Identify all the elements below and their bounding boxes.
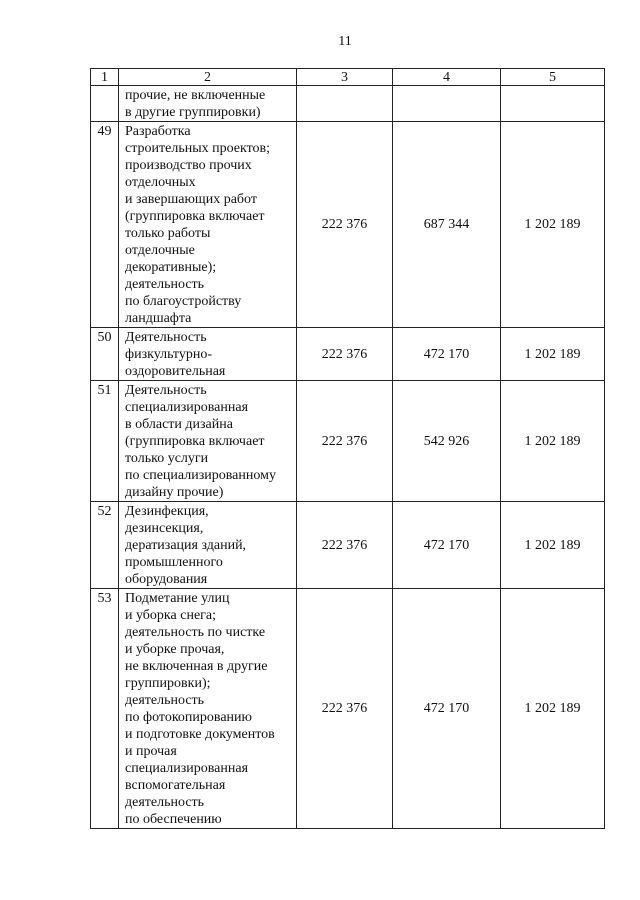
activity-name: Деятельность физкультурно- оздоровительная [119,328,297,381]
value-col3: 222 376 [297,122,393,328]
data-table [90,68,605,829]
value-col5: 1 202 189 [501,122,605,328]
value-col5: 1 202 189 [501,589,605,829]
column-header: 5 [501,69,605,86]
value-col4 [393,86,501,122]
table-row [91,502,605,589]
row-number: 51 [91,381,119,502]
value-col5: 1 202 189 [501,502,605,589]
value-col4: 472 170 [393,502,501,589]
row-number: 52 [91,502,119,589]
column-header: 4 [393,69,501,86]
activity-name: Деятельность специализированная в области дизайна (группировка включает только услуги по специализированному дизайну прочие) [119,381,297,502]
column-header: 1 [91,69,119,86]
value-col4: 542 926 [393,381,501,502]
value-col3: 222 376 [297,589,393,829]
row-number: 53 [91,589,119,829]
activity-name: Подметание улиц и уборка снега; деятельность по чистке и уборке прочая, не включенная в другие группировки); деятельность по фотокопированию и подготовке документов и прочая специализированная вспомогательная деятельность по обеспечению [119,589,297,829]
activity-name: прочие, не включенные в другие группировки) [119,86,297,122]
row-number: 49 [91,122,119,328]
table-row [91,381,605,502]
table-row [91,86,605,122]
value-col4: 687 344 [393,122,501,328]
value-col4: 472 170 [393,589,501,829]
value-col5: 1 202 189 [501,381,605,502]
table-header-row [91,69,605,86]
activity-name: Дезинфекция, дезинсекция, дератизация зданий, промышленного оборудования [119,502,297,589]
value-col5: 1 202 189 [501,328,605,381]
table-row [91,589,605,829]
table-row [91,328,605,381]
row-number: 50 [91,328,119,381]
row-number [91,86,119,122]
value-col5 [501,86,605,122]
column-header: 3 [297,69,393,86]
value-col3: 222 376 [297,328,393,381]
page-number: 11 [338,34,352,49]
value-col3: 222 376 [297,502,393,589]
column-header: 2 [119,69,297,86]
table-row [91,122,605,328]
value-col4: 472 170 [393,328,501,381]
activity-name: Разработка строительных проектов; производство прочих отделочных и завершающих работ (группировка включает только работы отделочные декоративные); деятельность по благоустройству ландшафта [119,122,297,328]
value-col3 [297,86,393,122]
value-col3: 222 376 [297,381,393,502]
